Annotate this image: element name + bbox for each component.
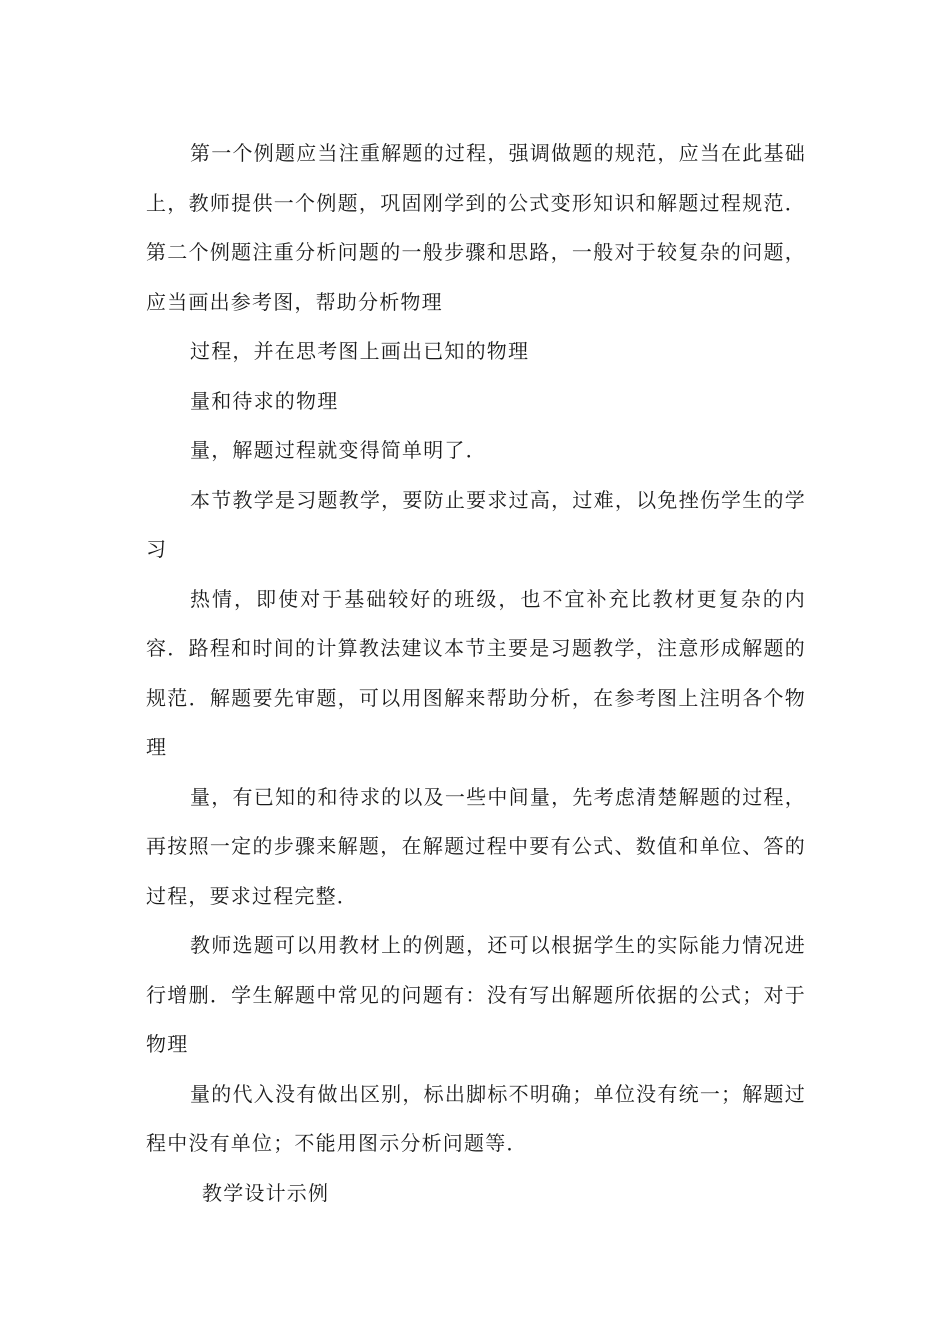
paragraph-7: 量，有已知的和待求的以及一些中间量，先考虑清楚解题的过程，再按照一定的步骤来解题，在解题过程中要有公式、数值和单位、答的过程，要求过程完整． [146,784,806,908]
paragraph-2: 过程，并在思考图上画出已知的物理 [190,339,530,363]
paragraph-1: 第一个例题应当注重解题的过程，强调做题的规范，应当在此基础上，教师提供一个例题，巩固刚学到的公式变形知识和解题过程规范．第二个例题注重分析问题的一般步骤和思路，一般对于较复杂的问题，应当画出参考图，帮助分析物理 [146,141,806,314]
paragraph-3: 量和待求的物理 [190,388,339,413]
paragraph-8: 教师选题可以用教材上的例题，还可以根据学生的实际能力情况进行增删．学生解题中常见的问题有：没有写出解题所依据的公式；对于物理 [146,933,806,1056]
paragraph-9: 量的代入没有做出区别，标出脚标不明确；单位没有统一；解题过程中没有单位；不能用图示分析问题等． [146,1081,806,1155]
section-heading: 教学设计示例 [202,1180,330,1205]
paragraph-4: 量，解题过程就变得简单明了． [190,438,487,462]
paragraph-6: 热情，即使对于基础较好的班级，也不宜补充比教材更复杂的内容．路程和时间的计算教法建议本节主要是习题教学，注意形成解题的规范．解题要先审题，可以用图解来帮助分析，在参考图上注明各个物理 [146,586,806,759]
document-body [146,129,806,1218]
paragraph-5: 本节教学是习题教学，要防止要求过高，过难，以免挫伤学生的学习 [146,487,806,561]
